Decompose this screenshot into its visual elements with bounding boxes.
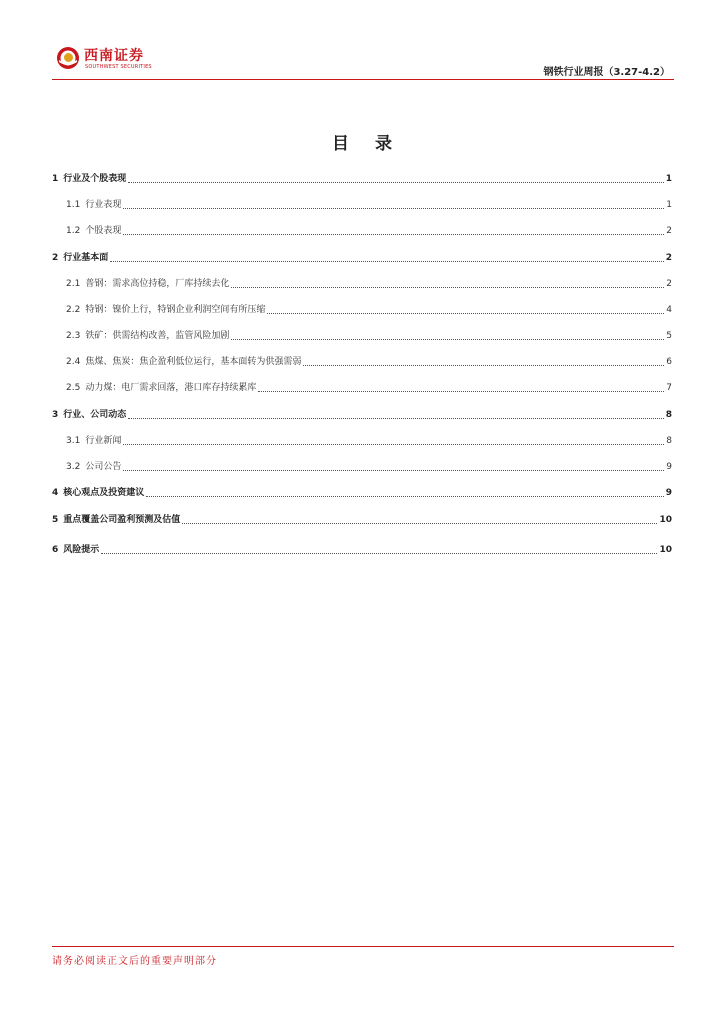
toc-dot-leader — [267, 313, 664, 314]
toc-entry-number: 2 — [52, 253, 59, 263]
toc-entry-page: 9 — [665, 488, 672, 498]
toc-entry[interactable] — [52, 380, 672, 394]
toc-dot-leader — [303, 365, 664, 366]
toc-entry-page: 1 — [665, 174, 672, 184]
toc-entry[interactable] — [52, 302, 672, 316]
toc-entry[interactable] — [52, 171, 672, 185]
toc-entry-number: 2.2 — [66, 305, 81, 315]
toc-entry-number: 3 — [52, 410, 59, 420]
toc-entry-page: 2 — [665, 253, 672, 263]
toc-dot-leader — [128, 418, 663, 419]
toc-entry-text: 普钢：需求高位持稳，厂库持续去化 — [85, 279, 230, 289]
toc-entry-number: 3.1 — [66, 436, 81, 446]
toc-entry[interactable] — [52, 250, 672, 264]
toc-entry-page: 8 — [666, 436, 672, 446]
toc-entry-text: 风险提示 — [63, 545, 100, 555]
sun-circle-logo-icon — [56, 46, 80, 70]
toc-entry-number: 2.3 — [66, 331, 81, 341]
toc-entry[interactable] — [52, 512, 672, 526]
toc-dot-leader — [123, 470, 664, 471]
toc-entry-page: 1 — [666, 200, 672, 210]
toc-heading: 目 录 — [332, 134, 402, 154]
header-divider — [52, 79, 674, 80]
toc-dot-leader — [110, 261, 663, 262]
document-title: 钢铁行业周报（3.27-4.2） — [543, 67, 670, 78]
toc-entry-text: 铁矿：供需结构改善，监管风险加剧 — [85, 331, 230, 341]
toc-entry-page: 10 — [659, 545, 672, 555]
toc-entry-page: 7 — [666, 383, 672, 393]
toc-entry-page: 9 — [666, 462, 672, 472]
toc-entry[interactable] — [52, 433, 672, 447]
toc-entry-text: 焦煤、焦炭：焦企盈利低位运行，基本面转为供强需弱 — [85, 357, 302, 367]
toc-entry-text: 动力煤：电厂需求回落，港口库存持续累库 — [85, 383, 257, 393]
toc-entry-text: 核心观点及投资建议 — [63, 488, 145, 498]
toc-entry-number: 4 — [52, 488, 59, 498]
toc-dot-leader — [123, 208, 664, 209]
toc-entry-text: 行业新闻 — [85, 436, 122, 446]
toc-entry-number: 3.2 — [66, 462, 81, 472]
toc-entry-text: 特钢：镍价上行，特钢企业利润空间有所压缩 — [85, 305, 266, 315]
toc-entry[interactable] — [52, 407, 672, 421]
toc-entry-number: 2.5 — [66, 383, 81, 393]
toc-entry[interactable] — [52, 197, 672, 211]
toc-dot-leader — [146, 496, 663, 497]
toc-entry-page: 10 — [659, 515, 672, 525]
toc-entry-page: 8 — [665, 410, 672, 420]
toc-entry-text: 行业及个股表现 — [63, 174, 127, 184]
toc-entry[interactable] — [52, 276, 672, 290]
footer-divider — [52, 946, 674, 947]
toc-entry-number: 6 — [52, 545, 59, 555]
company-name-en: SOUTHWEST SECURITIES — [85, 64, 152, 70]
toc-entry[interactable] — [52, 459, 672, 473]
toc-dot-leader — [231, 339, 664, 340]
toc-entry-page: 2 — [666, 279, 672, 289]
toc-entry-text: 个股表现 — [85, 226, 122, 236]
toc-entry-number: 1 — [52, 174, 59, 184]
toc-dot-leader — [123, 444, 664, 445]
toc-entry-number: 2.4 — [66, 357, 81, 367]
toc-dot-leader — [231, 287, 664, 288]
toc-entry-page: 5 — [666, 331, 672, 341]
toc-entry-text: 行业基本面 — [63, 253, 109, 263]
toc-entry-text: 公司公告 — [85, 462, 122, 472]
toc-entry-number: 5 — [52, 515, 59, 525]
toc-entry-number: 1.2 — [66, 226, 81, 236]
toc-dot-leader — [182, 523, 657, 524]
toc-entry-page: 2 — [666, 226, 672, 236]
toc-entry-text: 行业表现 — [85, 200, 122, 210]
toc-entry-number: 2.1 — [66, 279, 81, 289]
toc-dot-leader — [101, 553, 657, 554]
company-name-cn: 西南证券 — [84, 48, 144, 64]
footer-disclaimer: 请务必阅读正文后的重要声明部分 — [52, 956, 217, 967]
toc-dot-leader — [128, 182, 663, 183]
toc-entry-text: 重点覆盖公司盈利预测及估值 — [63, 515, 181, 525]
toc-entry-number: 1.1 — [66, 200, 81, 210]
toc-entry-page: 4 — [666, 305, 672, 315]
toc-dot-leader — [258, 391, 664, 392]
toc-dot-leader — [123, 234, 664, 235]
toc-entry[interactable] — [52, 223, 672, 237]
toc-entry-page: 6 — [666, 357, 672, 367]
toc-entry-text: 行业、公司动态 — [63, 410, 127, 420]
toc-entry[interactable] — [52, 485, 672, 499]
page-header — [52, 40, 674, 82]
toc-entry[interactable] — [52, 354, 672, 368]
toc-entry[interactable] — [52, 542, 672, 556]
toc-entry[interactable] — [52, 328, 672, 342]
